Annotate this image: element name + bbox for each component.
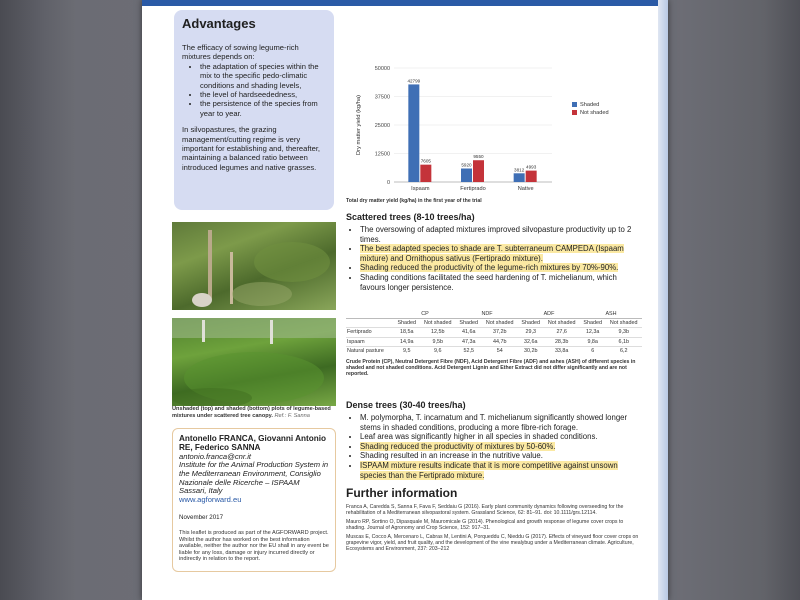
table-cell: 14,9a [399, 338, 414, 345]
y-axis-label: Dry matter yield (kg/ha) [356, 94, 362, 156]
author-box [172, 428, 336, 572]
bullet-text: Shading resulted in an increase in the nutritive value. [360, 451, 543, 461]
scattered-trees-title: Scattered trees (8-10 trees/ha) [346, 212, 475, 222]
photo-caption [172, 406, 336, 419]
bucket [192, 293, 212, 307]
fence-post [270, 320, 273, 344]
x-tick-label: Native [517, 186, 534, 192]
y-tick-label: 37500 [374, 94, 390, 101]
bar-value-label: 4993 [526, 164, 537, 170]
legend-swatch [572, 110, 577, 115]
bullet-item [360, 442, 642, 452]
scattered-trees-list [346, 225, 642, 292]
y-tick-label: 25000 [374, 123, 390, 129]
table-subheader: Shaded [397, 320, 417, 327]
y-tick-label: 50000 [374, 66, 390, 72]
unshaded-plot-photo [172, 222, 336, 310]
page-right-strip [658, 0, 668, 600]
table-subheader: Not shaded [609, 320, 638, 327]
table-cell: 27,6 [556, 329, 567, 336]
further-info-title: Further information [346, 486, 458, 500]
chart-caption: Total dry matter yield (kg/ha) in the first year of the trial [346, 198, 482, 204]
table-row-label: Natural pasture [347, 347, 384, 354]
table-cell: 9,3b [618, 329, 629, 336]
page-top-strip [142, 0, 668, 6]
table-row [346, 337, 642, 346]
bar-value-label: 42799 [407, 78, 421, 84]
table-row-label: Fertiprado [347, 329, 372, 336]
table-cell: 33,8a [554, 347, 569, 354]
advantages-item: • the level of hardseededness, [200, 90, 326, 99]
bullet-text: Shading reduced the productivity of mixtures by 50-60%. [360, 441, 556, 451]
table-cell: 52,5 [463, 347, 474, 354]
bullet-item [360, 461, 642, 480]
table-cell: 12,5b [430, 329, 445, 336]
photo-caption-text: Unshaded (top) and shaded (bottom) plots of legume-based mixtures under scattered tree canopy. [172, 406, 331, 419]
table-cell: 9,6 [433, 347, 442, 354]
table-row-label: Ispaam [347, 338, 365, 345]
table-row [346, 346, 642, 355]
bar-shaded [408, 84, 419, 182]
table-group-header: ASH [580, 310, 642, 319]
scattered-trees-section [346, 212, 642, 292]
table-subheader-row [346, 319, 642, 328]
table-subheader: Shaded [521, 320, 540, 327]
nutritive-table [346, 310, 642, 355]
x-tick-label: Fertiprado [460, 186, 486, 192]
yield-chart-svg [342, 56, 642, 206]
shaded-plot-photo [172, 318, 336, 406]
legend-label: Shaded [580, 102, 600, 108]
table-cell: 47,3a [461, 338, 476, 345]
bar-value-label: 7605 [420, 158, 431, 164]
document-page [142, 0, 668, 600]
table-subheader: Shaded [459, 320, 479, 327]
bar-value-label: 5920 [461, 162, 472, 168]
photo-credit: Ref.: F. Sanna [274, 412, 310, 419]
table-cell: 9,5 [402, 347, 411, 354]
table-subheader: Not shaded [485, 320, 514, 327]
bullet-item [360, 451, 642, 461]
dense-trees-section [346, 400, 642, 480]
yield-chart [342, 56, 642, 206]
table-cell: 41,6a [461, 329, 476, 336]
advantages-box [174, 10, 334, 210]
dense-trees-list [346, 413, 642, 480]
bullet-text: Shading reduced the productivity of the legume-rich mixtures by 70%-90%. [360, 263, 619, 273]
photo-texture [172, 222, 336, 310]
legend-swatch [572, 102, 577, 107]
advantages-intro: The efficacy of sowing legume-rich mixtures depends on: [182, 43, 299, 62]
fence-post [208, 230, 212, 300]
author-institute: Institute for the Animal Production System in the Mediterranean Environment, Consiglio Nazionale delle Ricerche – ISPAAM Sassari, Italy [179, 460, 329, 496]
bullet-item [360, 273, 642, 292]
author-names: Antonello FRANCA, Giovanni Antonio RE, Federico SANNA [179, 434, 327, 453]
table-group-header: ADF [518, 310, 580, 319]
nutritive-table-wrap [346, 310, 642, 378]
table-cell: 44,7b [492, 338, 507, 345]
table-cell: 18,5a [399, 329, 414, 336]
advantages-paragraph: In silvopastures, the grazing management/cutting regime is very important for establishing and, thereafter, maintaining a balanced ratio between introduced legumes and native grasses. [182, 125, 321, 172]
bullet-item [360, 432, 642, 442]
y-tick-label: 0 [386, 180, 390, 186]
x-tick-label: Ispaam [411, 186, 430, 192]
table-cell: 12,3a [585, 329, 600, 336]
table-corner [346, 319, 394, 328]
disclaimer: This leaflet is produced as part of the AGFORWARD project. Whilst the author has worked on the best information available, neither the author nor the EU shall in any event be liable for any loss, damage or injury incurred directly or indirectly in relation to the report. [179, 529, 329, 563]
advantages-item: • the adaptation of species within the mix to the specific pedo-climatic conditions and shading levels, [200, 62, 326, 90]
reference-item: Muscas E, Cocco A, Mercenaro L, Cabras M, Lentini A, Porqueddu C, Nieddu G (2017). Effects of vineyard floor cover crops on grapevine vigor, yield, and fruit quality, and the development of the vine mealybug under a Mediterranean climate. Agriculture, Ecosystems and Environment, 237: 203–212 [346, 534, 639, 552]
table-cell: 37,2b [492, 329, 507, 336]
left-background [0, 0, 75, 600]
bullet-text: Leaf area was significantly higher in all species in shaded conditions. [360, 432, 598, 442]
bar-not-shaded [420, 165, 431, 182]
bar-value-label: 9550 [473, 154, 484, 160]
table-cell: 6 [591, 347, 595, 354]
table-cell: 32,6a [523, 338, 538, 345]
fence-post [202, 320, 205, 342]
table-cell: 54 [496, 347, 503, 354]
table-cell: 6,2 [619, 347, 628, 354]
bullet-text: The best adapted species to shade are T. subterraneum CAMPEDA (Ispaam mixture) and Ornithopus sativus (Fertiprado mixture). [360, 244, 624, 263]
bar-not-shaded [526, 171, 537, 182]
bullet-text: M. polymorpha, T. incarnatum and T. michelianum significantly showed longer stems in shaded conditions, producing a more fibre-rich forage. [360, 413, 628, 432]
bullet-text: Shading conditions facilitated the seed hardening of T. michelianum, which favours longer persistence. [360, 272, 617, 292]
bullet-item [360, 413, 642, 432]
table-cell: 28,3b [554, 338, 569, 345]
bar-value-label: 3812 [514, 167, 525, 173]
table-corner [346, 310, 394, 319]
photo-texture [172, 318, 336, 406]
table-cell: 9,8a [587, 338, 598, 345]
reference-item: Mauro RP, Sortino O, Dipasquale M, Mauromicale G (2014). Phenological and growth response of legume cover crops to shading. Journal of Agronomy and Crop Science, 152: 917–31. [346, 519, 624, 531]
bullet-text: ISPAAM mixture results indicate that it is more competitive against unsown species than the Fertiprado mixture. [360, 460, 618, 480]
author-email[interactable]: antonio.franca@cnr.it [179, 451, 252, 461]
bullet-item [360, 244, 642, 263]
table-cell: 6,1b [618, 338, 629, 345]
dense-trees-title: Dense trees (30-40 trees/ha) [346, 400, 466, 410]
table-group-header: NDF [456, 310, 518, 319]
advantages-list [182, 62, 326, 118]
bar-shaded [514, 173, 525, 182]
bullet-item [360, 225, 642, 244]
references-list [346, 504, 642, 555]
table-note: Crude Protein (CP), Neutral Detergent Fibre (NDF), Acid Detergent Fibre (ADF) and ashes (ASH) of different species in shaded and not shaded conditions. Acid Detergent Lignin and Ether Extract did not differ significantly and are not reported. [346, 359, 636, 378]
bar-not-shaded [473, 160, 484, 182]
table-cell: 29,3 [525, 329, 536, 336]
right-background [680, 0, 800, 600]
reference-item: Franca A, Caredda S, Sanna F, Fava F, Seddaiu G (2016). Early plant community dynamics following overseeding for the rehabilitation of a Mediterranean silvopastoral system. Grassland Science, 62: 81–91. doi: 10.1111/grs.12114. [346, 504, 624, 516]
project-website-link[interactable]: www.agforward.eu [179, 494, 242, 504]
bullet-text: The oversowing of adapted mixtures improved silvopasture productivity up to 2 times. [360, 225, 632, 244]
table-row [346, 328, 642, 337]
table-cell: 30,2b [523, 347, 538, 354]
y-tick-label: 12500 [374, 151, 390, 158]
table-subheader: Shaded [583, 320, 602, 327]
table-body [346, 328, 642, 355]
legend-label: Not shaded [580, 110, 609, 116]
publication-date: November 2017 [179, 514, 224, 522]
advantages-item: • the persistence of the species from year to year. [200, 99, 326, 118]
bar-shaded [461, 169, 472, 182]
table-subheader: Not shaded [423, 320, 452, 327]
table-subheader: Not shaded [547, 320, 576, 327]
table-cell: 9,5b [432, 338, 443, 345]
advantages-title: Advantages [182, 16, 256, 31]
table-group-header: CP [394, 310, 456, 319]
bullet-item [360, 263, 642, 273]
